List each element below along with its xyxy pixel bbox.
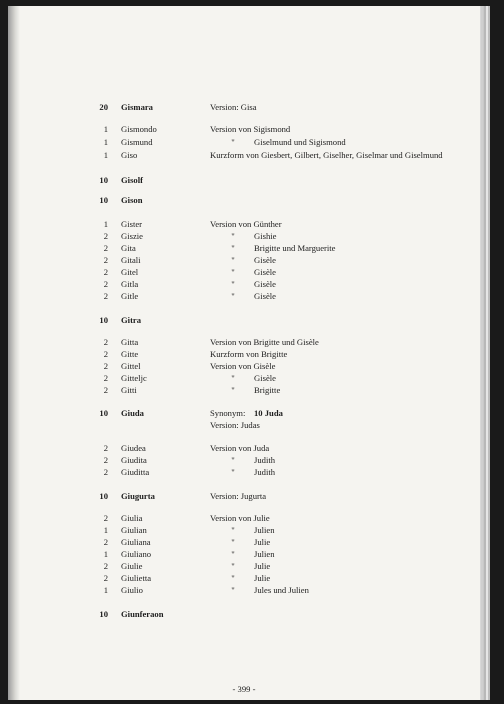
- entry-description: Version von Günther: [210, 219, 282, 229]
- entry-number: 2: [103, 455, 108, 465]
- entry-row: [8, 174, 480, 186]
- entry-name: Giulietta: [121, 573, 152, 583]
- entry-number: 2: [103, 537, 108, 547]
- entry-name: Giunferaon: [121, 609, 164, 619]
- entry-number: 10: [99, 491, 108, 501]
- ditto-mark: ": [231, 561, 235, 571]
- entry-target: Gisèle: [254, 373, 276, 383]
- entry-row: [8, 101, 480, 113]
- entry-number: 1: [103, 150, 108, 160]
- entry-target: Brigitte: [254, 385, 281, 395]
- entry-target: Julien: [254, 525, 275, 535]
- entry-name: Gitel: [121, 267, 139, 277]
- entry-name: Gitta: [121, 337, 139, 347]
- entry-number: 2: [103, 267, 108, 277]
- entry-row: [8, 608, 480, 620]
- entry-description: Version: Gisa: [210, 102, 257, 112]
- entry-target: Brigitte und Marguerite: [254, 243, 336, 253]
- entry-description: Kurzform von Brigitte: [210, 349, 288, 359]
- entry-row: [8, 254, 480, 266]
- entry-target: Julien: [254, 549, 275, 559]
- entry-row: [8, 348, 480, 360]
- entry-number: 2: [103, 561, 108, 571]
- entry-name: Giuliana: [121, 537, 151, 547]
- entry-row: [8, 123, 480, 135]
- entry-target: Judith: [254, 455, 276, 465]
- entry-name: Gitla: [121, 279, 139, 289]
- ditto-mark: ": [231, 455, 235, 465]
- entry-name: Giugurta: [121, 491, 155, 501]
- entry-row: [8, 360, 480, 372]
- entry-description: Version: Judas: [210, 420, 260, 430]
- entry-name: Gismara: [121, 102, 153, 112]
- entry-row: [8, 419, 480, 431]
- entry-name: Gita: [121, 243, 136, 253]
- entry-target: Julie: [254, 537, 271, 547]
- entry-row: [8, 560, 480, 572]
- entry-row: [8, 218, 480, 230]
- entry-row: [8, 336, 480, 348]
- entry-row: [8, 466, 480, 478]
- entry-name: Gismondo: [121, 124, 157, 134]
- entry-number: 2: [103, 231, 108, 241]
- entry-number: 1: [103, 549, 108, 559]
- page-edge: [481, 6, 483, 700]
- ditto-mark: ": [231, 585, 235, 595]
- entry-name: Giudita: [121, 455, 147, 465]
- entry-name: Gison: [121, 195, 143, 205]
- entry-number: 20: [99, 102, 108, 112]
- entry-name: Gisolf: [121, 175, 143, 185]
- entry-row: [8, 548, 480, 560]
- entry-name: Giso: [121, 150, 138, 160]
- entry-number: 1: [103, 124, 108, 134]
- entry-row: [8, 454, 480, 466]
- entry-row: [8, 242, 480, 254]
- entry-row: [8, 384, 480, 396]
- entry-target: Gisèle: [254, 255, 276, 265]
- entry-row: [8, 407, 480, 419]
- entry-number: 1: [103, 585, 108, 595]
- entry-number: 10: [99, 175, 108, 185]
- entry-row: [8, 372, 480, 384]
- entry-name: Gittel: [121, 361, 141, 371]
- entry-name: Giulie: [121, 561, 143, 571]
- ditto-mark: ": [231, 267, 235, 277]
- entry-target: Jules und Julien: [254, 585, 309, 595]
- entry-name: Giudea: [121, 443, 146, 453]
- entry-row: [8, 266, 480, 278]
- entry-row: [8, 584, 480, 596]
- ditto-mark: ": [231, 537, 235, 547]
- entry-number: 2: [103, 385, 108, 395]
- entry-number: 10: [99, 195, 108, 205]
- book-page: [8, 6, 480, 700]
- entry-row: [8, 136, 480, 148]
- ditto-mark: ": [231, 549, 235, 559]
- ditto-mark: ": [231, 291, 235, 301]
- entry-target: Gisèle: [254, 267, 276, 277]
- entry-name: Gitali: [121, 255, 141, 265]
- entry-row: [8, 314, 480, 326]
- entry-name: Gitteljc: [121, 373, 147, 383]
- entry-description: Kurzform von Giesbert, Gilbert, Giselher, Giselmar und Giselmund: [210, 150, 443, 160]
- entry-number: 2: [103, 373, 108, 383]
- ditto-mark: ": [231, 243, 235, 253]
- entry-number: 2: [103, 349, 108, 359]
- entry-row: [8, 524, 480, 536]
- entry-target: Gisèle: [254, 279, 276, 289]
- entry-name: Giulia: [121, 513, 143, 523]
- entry-name: Giuditta: [121, 467, 150, 477]
- entry-row: [8, 278, 480, 290]
- entry-name: Gitle: [121, 291, 139, 301]
- ditto-mark: ": [231, 231, 235, 241]
- entry-target: Julie: [254, 561, 271, 571]
- entry-name: Gismund: [121, 137, 153, 147]
- entry-number: 2: [103, 279, 108, 289]
- entry-number: 2: [103, 337, 108, 347]
- entry-row: [8, 149, 480, 161]
- entry-target: Judith: [254, 467, 276, 477]
- ditto-mark: ": [231, 573, 235, 583]
- entry-description: Version von Gisèle: [210, 361, 276, 371]
- ditto-mark: ": [231, 467, 235, 477]
- entry-target: Giselmund und Sigismond: [254, 137, 346, 147]
- entry-name: Giszie: [121, 231, 143, 241]
- entry-number: 1: [103, 137, 108, 147]
- entry-row: [8, 536, 480, 548]
- ditto-mark: ": [231, 525, 235, 535]
- entry-description: Version von Julie: [210, 513, 270, 523]
- entry-number: 2: [103, 291, 108, 301]
- entry-name: Gitti: [121, 385, 137, 395]
- ditto-mark: ": [231, 255, 235, 265]
- entry-number: 1: [103, 219, 108, 229]
- entry-description: Version von Sigismond: [210, 124, 291, 134]
- entry-description: Version von Juda: [210, 443, 270, 453]
- entry-number: 1: [103, 525, 108, 535]
- entry-description: Synonym:: [210, 408, 246, 418]
- page-number: - 399 -: [232, 684, 256, 694]
- entry-number: 2: [103, 467, 108, 477]
- entry-name: Giuda: [121, 408, 144, 418]
- entry-name: Giulio: [121, 585, 143, 595]
- entry-row: [8, 194, 480, 206]
- entry-number: 2: [103, 443, 108, 453]
- ditto-mark: ": [231, 373, 235, 383]
- ditto-mark: ": [231, 137, 235, 147]
- entry-row: [8, 572, 480, 584]
- entry-number: 10: [99, 315, 108, 325]
- entry-number: 2: [103, 243, 108, 253]
- entry-number: 2: [103, 573, 108, 583]
- entry-number: 10: [99, 408, 108, 418]
- entry-row: [8, 512, 480, 524]
- entry-description: Version: Jugurta: [210, 491, 267, 501]
- entry-number: 2: [103, 255, 108, 265]
- entry-row: [8, 490, 480, 502]
- entry-row: [8, 230, 480, 242]
- entry-name: Giuliano: [121, 549, 152, 559]
- ditto-mark: ": [231, 279, 235, 289]
- entry-number: 2: [103, 513, 108, 523]
- entry-description: Version von Brigitte und Gisèle: [210, 337, 319, 347]
- entry-target: Julie: [254, 573, 271, 583]
- entry-number: 2: [103, 361, 108, 371]
- entry-name: Giulian: [121, 525, 147, 535]
- ditto-mark: ": [231, 385, 235, 395]
- entry-row: [8, 290, 480, 302]
- entry-target: Gishie: [254, 231, 277, 241]
- entry-target: Gisèle: [254, 291, 276, 301]
- entry-name: Gitra: [121, 315, 142, 325]
- entry-name: Gister: [121, 219, 143, 229]
- entry-row: [8, 442, 480, 454]
- entry-target: 10 Juda: [254, 408, 283, 418]
- entry-name: Gitte: [121, 349, 139, 359]
- entry-number: 10: [99, 609, 108, 619]
